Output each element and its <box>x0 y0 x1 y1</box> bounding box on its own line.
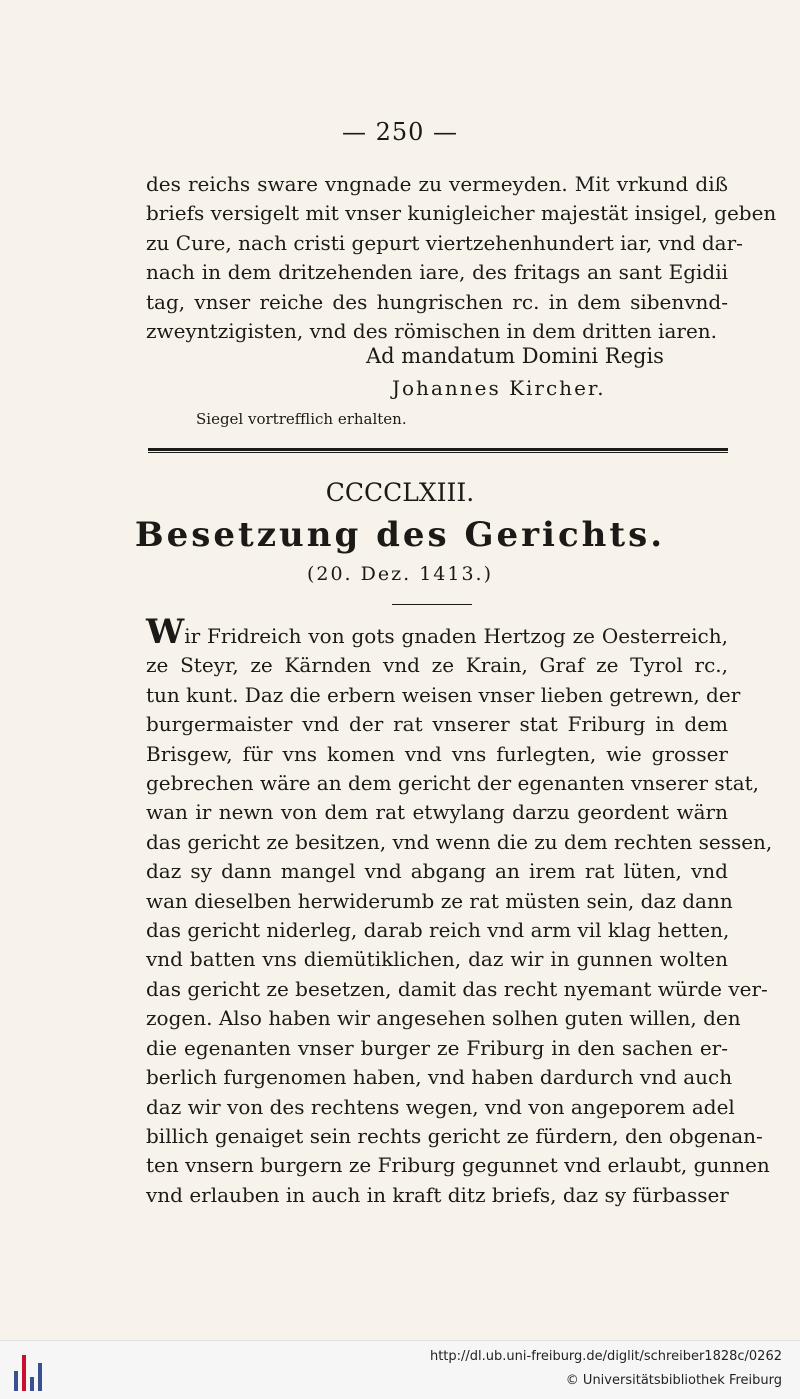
text-line: nach in dem dritzehenden iare, des fritags an sant Egidii <box>146 260 728 285</box>
viewer-footer <box>0 1340 800 1399</box>
ub-freiburg-logo-icon[interactable] <box>12 1351 52 1391</box>
text-line: tun kunt. Daz die erbern weisen vnser lieben getrewn, der <box>146 682 741 707</box>
text-line: zogen. Also haben wir angesehen solhen guten willen, den <box>146 1006 741 1031</box>
section-divider-thin <box>148 452 728 453</box>
text-line: zu Cure, nach cristi gepurt viertzehenhundert iar, vnd dar- <box>146 230 743 255</box>
text-line-first <box>146 612 728 652</box>
text-line: vnd batten vns diemütiklichen, daz wir in gunnen wolten <box>146 947 728 972</box>
text-line: wan ir newn von dem rat etwylang darzu geordent wärn <box>146 800 728 825</box>
text-line: berlich furgenomen haben, vnd haben dardurch vnd auch <box>146 1065 733 1090</box>
permalink-url[interactable]: http://dl.ub.uni-freiburg.de/diglit/schreiber1828c/0262 <box>429 1349 782 1364</box>
text-line: das gericht ze besetzen, damit das recht nyemant würde ver- <box>146 976 768 1001</box>
text-line: briefs versigelt mit vnser kunigleicher majestät insigel, geben <box>146 201 777 226</box>
title-underline <box>392 604 472 605</box>
page-number: — 250 — <box>341 118 459 146</box>
document-number: CCCCLXIII. <box>325 478 475 507</box>
text-line: Brisgew, für vns komen vnd vns furlegten, wie grosser <box>146 741 728 766</box>
seal-note: Siegel vortrefflich erhalten. <box>196 410 407 428</box>
text-line: wan dieselben herwiderumb ze rat müsten sein, daz dann <box>146 888 733 913</box>
text-line: gebrechen wäre an dem gericht der egenanten vnserer stat, <box>146 771 760 796</box>
text-line: zweyntzigisten, vnd des römischen in dem dritten iaren. <box>146 319 718 344</box>
section-divider <box>148 448 728 451</box>
first-line-rest: ir Fridreich von gots gnaden Hertzog ze Oesterreich, <box>184 624 728 648</box>
paragraph-1 <box>146 170 777 346</box>
document-title: Besetzung des Gerichts. <box>134 515 666 555</box>
copyright-notice: © Universitätsbibliothek Freiburg <box>565 1373 782 1388</box>
text-line: des reichs sware vngnade zu vermeyden. Mit vrkund diß <box>146 172 728 196</box>
text-line: burgermaister vnd der rat vnserer stat Friburg in dem <box>146 712 728 737</box>
text-line: vnd erlauben in auch in kraft ditz briefs, daz sy fürbasser <box>146 1182 729 1207</box>
text-line: ten vnsern burgern ze Friburg gegunnet vnd erlaubt, gunnen <box>146 1153 770 1178</box>
text-line: das gericht niderleg, darab reich vnd arm vil klag hetten, <box>146 918 730 943</box>
mandate-line: Ad mandatum Domini Regis <box>366 344 664 368</box>
text-line: billich genaiget sein rechts gericht ze fürdern, den obgenan- <box>146 1123 763 1148</box>
signer-name: Johannes Kircher. <box>392 376 606 400</box>
text-line: daz wir von des rechtens wegen, vnd von angeporem adel <box>146 1094 735 1119</box>
text-line: daz sy dann mangel vnd abgang an irem rat lüten, vnd <box>146 859 728 884</box>
document-body <box>146 612 773 1210</box>
drop-initial: W <box>146 612 185 652</box>
text-line: ze Steyr, ze Kärnden vnd ze Krain, Graf ze Tyrol rc., <box>146 653 728 678</box>
document-date: (20. Dez. 1413.) <box>306 563 494 585</box>
text-line: tag, vnser reiche des hungrischen rc. in dem sibenvnd- <box>146 289 728 314</box>
text-line: das gericht ze besitzen, vnd wenn die zu dem rechten sessen, <box>146 829 773 854</box>
text-line: die egenanten vnser burger ze Friburg in den sachen er- <box>146 1035 728 1060</box>
